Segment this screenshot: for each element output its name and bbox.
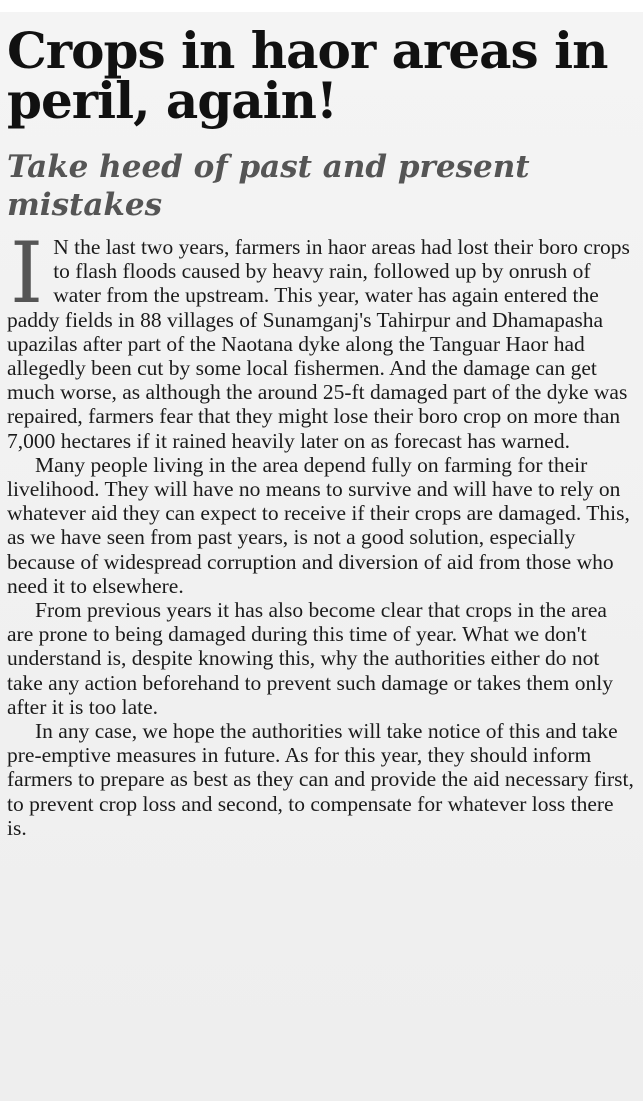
article-body <box>7 224 635 840</box>
drop-cap: I <box>10 224 44 322</box>
article-paragraph-3: From previous years it has also become clear that crops in the area are prone to being damaged during this time of year. What we don't understand is, despite knowing this, why the authorities either do not take any action beforehand to prevent such damage or takes them only after it is too late. <box>7 598 613 719</box>
top-margin <box>0 0 643 12</box>
article-paragraph-2: Many people living in the area depend fully on farming for their livelihood. They will have no means to survive and will have to rely on whatever aid they can expect to receive if their crops are damaged. This, as we have seen from past years, is not a good solution, especially because of widespread corruption and diversion of aid from those who need it to elsewhere. <box>7 452 630 598</box>
subheadline: Take heed of past and present mistakes <box>7 149 530 223</box>
headline: Crops in haor areas in peril, again! <box>7 21 608 130</box>
article-paragraph-4: In any case, we hope the authorities will take notice of this and take pre-emptive measures in future. As for this year, they should inform farmers to prepare as best as they can and provide the aid necessary first, to prevent crop loss and second, to compensate for whatever loss there is. <box>7 719 634 840</box>
article-paragraph-1 <box>7 224 635 453</box>
paragraph-1-text: N the last two years, farmers in haor areas had lost their boro crops to flash floods caused by heavy rain, followed up by onrush of water from the upstream. This year, water has again entered the paddy fields in 88 villages of Sunamganj's Tahirpur and Dhamapasha upazilas after part of the Naotana dyke along the Tanguar Haor had allegedly been cut by some local fishermen. And the damage can get much worse, as although the around 25-ft damaged part of the dyke was repaired, farmers fear that they might lose their boro crop on more than 7,000 hectares if it rained heavily later on as forecast has warned. <box>7 235 630 453</box>
